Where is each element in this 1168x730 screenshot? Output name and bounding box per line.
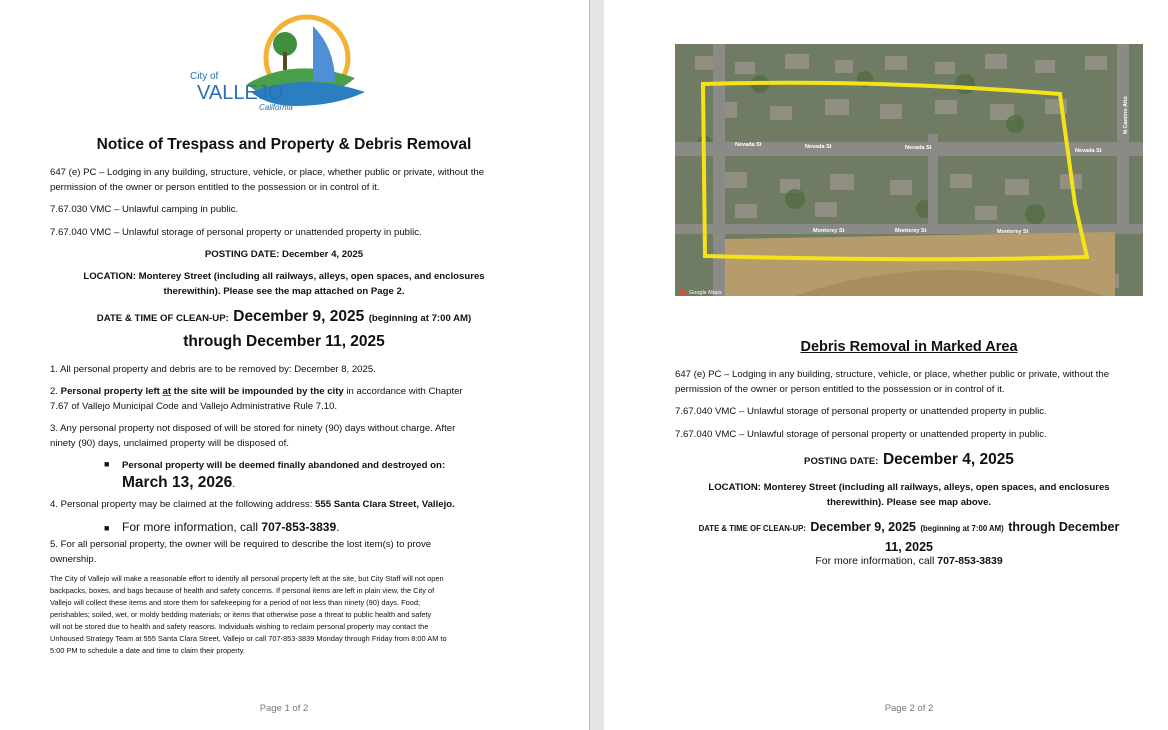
- info-phone: 707-853-3839: [937, 555, 1003, 567]
- item-2: [50, 384, 530, 414]
- location-line-2: therewithin). Please see the map attached on Page 2.: [163, 286, 405, 297]
- item-4-prefix: 4. Personal property may be claimed at the following address:: [50, 499, 316, 510]
- cleanup-date: December 9, 2025: [233, 308, 365, 325]
- map-label-nevada-st: Nevada St: [1075, 148, 1102, 154]
- cleanup-time: (beginning at 7:00 AM): [368, 313, 472, 324]
- map-label-nevada-st: Nevada St: [735, 142, 762, 148]
- info-prefix: For more information, call: [815, 555, 938, 567]
- page-footer: Page 1 of 2: [259, 703, 309, 714]
- cleanup-time: (beginning at 7:00 AM): [920, 524, 1004, 533]
- fine-print-line: Unhoused Strategy Team at 555 Santa Clara Street, Vallejo or call 707-853-3839 Monday through Friday from 8:00 AM to: [50, 634, 447, 643]
- city-logo: [185, 6, 385, 114]
- item-2-bold-b: the site will be impounded by the city: [171, 386, 344, 397]
- map-label-nevada-st: Nevada St: [805, 144, 832, 150]
- fine-print-line: will not be stored due to health and safety reasons. Individuals wishing to reclaim personal property may contact the: [50, 622, 429, 631]
- fine-print: [50, 573, 530, 657]
- info-line: [675, 555, 1143, 567]
- fine-print-line: Vallejo will collect these items and store them for safekeeping for a period of not less than ninety (90) days. Food;: [50, 598, 421, 607]
- abandon-date: March 13, 2026: [122, 474, 233, 491]
- map-label-monterey-st: Monterey St: [895, 228, 927, 234]
- location-line-1: LOCATION: Monterey Street (including all railways, alleys, open spaces, and enclosures: [83, 271, 485, 282]
- info-line: [122, 520, 339, 534]
- cleanup-dates: [675, 518, 1143, 556]
- page-gutter: [589, 0, 605, 730]
- cleanup-label: DATE & TIME OF CLEAN-UP:: [96, 313, 229, 324]
- posting-label: POSTING DATE:: [804, 456, 879, 467]
- map-label-monterey-st: Monterey St: [997, 229, 1029, 235]
- cleanup-date: December 9, 2025: [810, 520, 916, 534]
- item-4: [50, 497, 530, 512]
- fine-print-line: backpacks, boxes, and bags because of health and safety concerns. If personal items are left in plain view, the City of: [50, 586, 435, 595]
- logo-line-3: California: [259, 103, 293, 112]
- abandon-date-line: [122, 474, 235, 492]
- bullet-icon: ■: [104, 459, 110, 469]
- location: [40, 269, 528, 299]
- statute-7-67-040: 7.67.040 VMC – Unlawful storage of personal property or unattended property in public.: [50, 227, 422, 238]
- fine-print-line: perishables; soiled, wet, or moldy bedding materials; or items that otherwise pose a threat to public health and safety: [50, 610, 432, 619]
- page-footer: Page 2 of 2: [884, 703, 934, 714]
- item-1: 1. All personal property and debris are to be removed by: December 8, 2025.: [50, 364, 376, 375]
- item-2-rest-a: in accordance with Chapter: [343, 386, 463, 397]
- map-attribution: Google Maps: [689, 290, 722, 296]
- fine-print-line: The City of Vallejo will make a reasonable effort to identify all personal property left at the site, but City Staff will not open: [50, 574, 444, 583]
- info-period: .: [336, 520, 340, 534]
- statute-7-67-040: 7.67.040 VMC – Unlawful storage of personal property or unattended property in public.: [675, 406, 1047, 417]
- item-3: [50, 421, 530, 451]
- cleanup-dates: [40, 308, 528, 326]
- item-2-bold-a: Personal property left: [60, 386, 163, 397]
- location-line-1: LOCATION: Monterey Street (including all railways, alleys, open spaces, and enclosures: [708, 482, 1110, 493]
- location-line-2: therewithin). Please see map above.: [826, 497, 992, 508]
- map-label-monterey-st: Monterey St: [813, 228, 845, 234]
- logo-line-2: VALLEJO: [197, 82, 284, 104]
- item-2-rest-b: 7.67 of Vallejo Municipal Code and Vallejo Administrative Rule 7.10.: [50, 401, 338, 412]
- item-5-line-1: 5. For all personal property, the owner will be required to describe the lost item(s) to prove: [50, 539, 432, 550]
- statute-7-67-030: 7.67.030 VMC – Unlawful camping in public.: [50, 204, 239, 215]
- item-5-line-2: ownership.: [50, 554, 97, 565]
- abandon-period: .: [232, 478, 236, 490]
- page-2-heading: Debris Removal in Marked Area: [800, 339, 1018, 355]
- claim-address: 555 Santa Clara Street, Vallejo.: [315, 499, 455, 510]
- statute-7-67-040-repeat: 7.67.040 VMC – Unlawful storage of personal property or unattended property in public.: [675, 429, 1047, 440]
- cleanup-through-a: through December: [1008, 520, 1120, 534]
- item-2-prefix: 2.: [50, 386, 61, 397]
- document-page-2: [604, 0, 1168, 730]
- cleanup-through-b: 11, 2025: [885, 540, 933, 554]
- map-label-camino-alto: N Camino Alto: [1123, 96, 1129, 134]
- statute-647e: 647 (e) PC – Lodging in any building, structure, vehicle, or place, whether public or private, without the permission of the owner or person entitled to the possession or in control of it.: [50, 167, 485, 193]
- posting-date: POSTING DATE: December 4, 2025: [204, 249, 364, 260]
- item-3-line-2: ninety (90) days, unclaimed property will be disposed of.: [50, 438, 289, 449]
- info-phone: 707-853-3839: [261, 520, 337, 534]
- info-prefix: For more information, call: [122, 520, 262, 534]
- cleanup-label: DATE & TIME OF CLEAN-UP:: [698, 524, 806, 533]
- logo-line-1: City of: [190, 71, 219, 82]
- fine-print-line: 5:00 PM to schedule a date and time to claim their property.: [50, 646, 245, 655]
- bullet-icon: ■: [104, 523, 110, 533]
- posting-date: [675, 451, 1143, 469]
- posting-date-value: December 4, 2025: [882, 451, 1014, 468]
- item-3-line-1: 3. Any personal property not disposed of will be stored for ninety (90) days without charge. After: [50, 423, 456, 434]
- cleanup-through: through December 11, 2025: [183, 333, 385, 350]
- page-title: Notice of Trespass and Property & Debris Removal: [96, 136, 472, 153]
- statute-647e: 647 (e) PC – Lodging in any building, structure, vehicle, or place, whether public or private, without the permission of the owner or person entitled to the possession or in control of it.: [675, 369, 1110, 395]
- aerial-map: [675, 44, 1143, 296]
- abandon-label: Personal property will be deemed finally abandoned and destroyed on:: [122, 460, 446, 471]
- item-5: [50, 537, 530, 567]
- item-2-bold-at: at: [162, 386, 172, 397]
- location: [675, 480, 1143, 510]
- map-label-nevada-st: Nevada St: [905, 145, 932, 151]
